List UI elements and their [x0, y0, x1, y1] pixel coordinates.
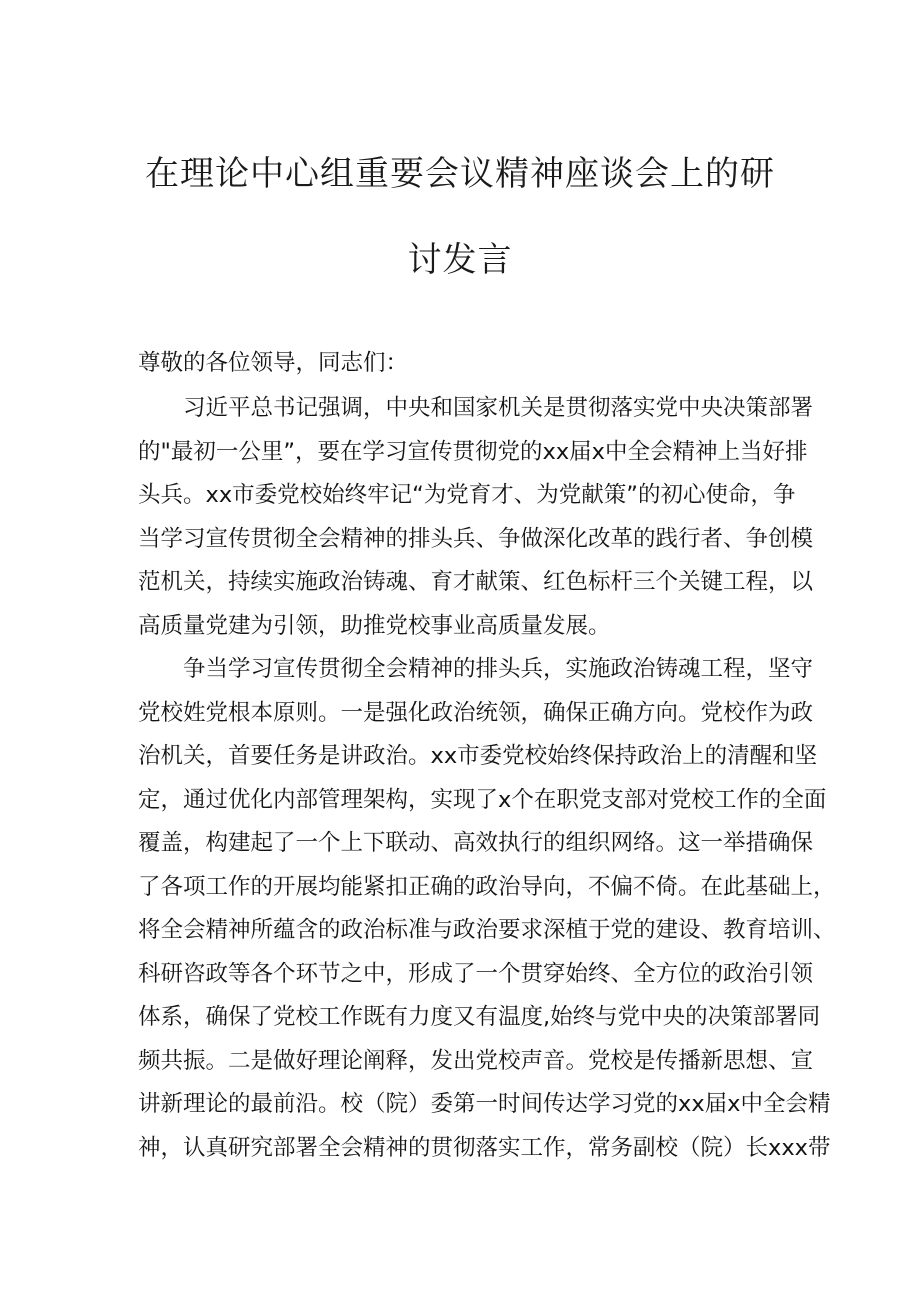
paragraph-line: 频共振。二是做好理论阐释，发出党校声音。党校是传播新思想、宣 [138, 1047, 814, 1074]
paragraph-1 [138, 387, 814, 648]
paragraph-line: 讲新理论的最前沿。校（院）委第一时间传达学习党的xx届x中全会精 [138, 1091, 831, 1117]
paragraph-line: 习近平总书记强调，中央和国家机关是贯彻落实党中央决策部署 [138, 395, 814, 421]
paragraph-line: 当学习宣传贯彻全会精神的排头兵、争做深化改革的践行者、争创模 [138, 525, 814, 552]
paragraph-line: 党校姓党根本原则。一是强化政治统领，确保正确方向。党校作为政 [138, 699, 814, 726]
paragraph-line: 头兵。xx市委党校始终牢记“为党育才、为党献策”的初心使命，争 [138, 482, 796, 508]
paragraph-line: 神，认真研究部署全会精神的贯彻落实工作，常务副校（院）长xxx带 [138, 1134, 831, 1161]
salutation: 尊敬的各位领导，同志们： [138, 350, 409, 376]
document-title-line-1: 在理论中心组重要会议精神座谈会上的研 [145, 154, 775, 194]
document-title-line-2: 讨发言 [407, 240, 513, 280]
paragraph-line: 范机关，持续实施政治铸魂、育才献策、红色标杆三个关键工程，以 [138, 569, 814, 595]
paragraph-line: 治机关，首要任务是讲政治。xx市委党校始终保持政治上的清醒和坚 [138, 743, 818, 769]
paragraph-line: 科研咨政等各个环节之中，形成了一个贯穿始终、全方位的政治引领 [138, 960, 814, 987]
paragraph-line: 了各项工作的开展均能紧扣正确的政治导向，不偏不倚。在此基础上， [138, 873, 836, 900]
paragraph-line: 高质量党建为引领，助推党校事业高质量发展。 [138, 612, 611, 639]
paragraph-line: 将全会精神所蕴含的政治标准与政治要求深植于党的建设、教育培训、 [138, 917, 836, 943]
paragraph-line: 的"最初一公里”，要在学习宣传贯彻党的xx届x中全会精神上当好排 [138, 438, 808, 465]
paragraph-line: 定，通过优化内部管理架构，实现了x个在职党支部对党校工作的全面 [138, 786, 827, 813]
paragraph-line: 体系，确保了党校工作既有力度又有温度,始终与党中央的决策部署同 [138, 1004, 821, 1030]
paragraph-2 [138, 648, 836, 1170]
paragraph-line: 覆盖，构建起了一个上下联动、高效执行的组织网络。这一举措确保 [138, 830, 814, 856]
paragraph-line: 争当学习宣传贯彻全会精神的排头兵，实施政治铸魂工程，坚守 [138, 656, 814, 682]
